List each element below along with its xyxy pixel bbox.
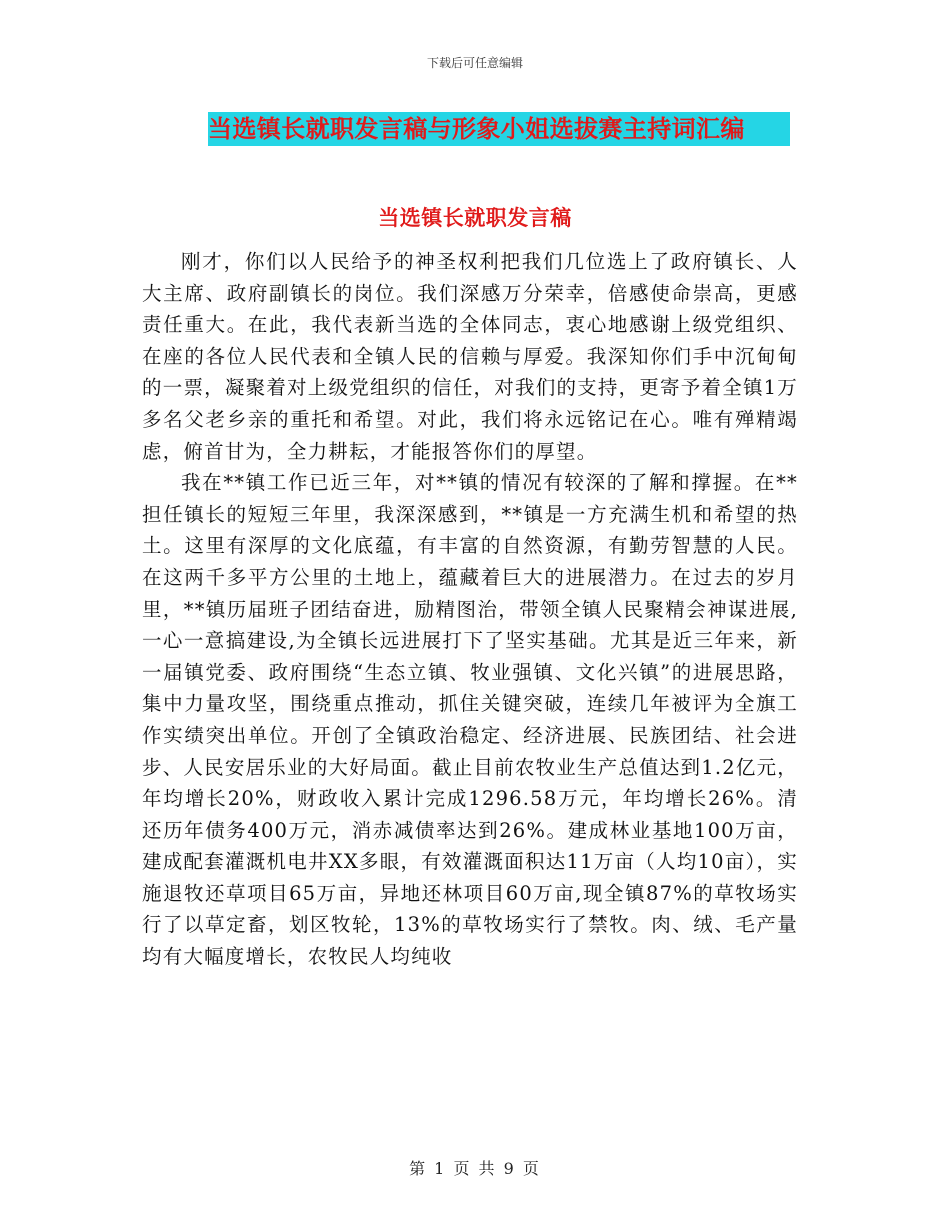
paragraph: 我在**镇工作已近三年，对**镇的情况有较深的了解和撑握。在**担任镇长的短短三年里，我深深感到，**镇是一方充满生机和希望的热土。这里有深厚的文化底蕴，有丰富的自然资源，有勤劳智慧的人民。在这两千多平方公里的土地上，蕴藏着巨大的进展潜力。在过去的岁月里，**镇历届班子团结奋进，励精图治，带领全镇人民聚精会神谋进展,一心一意搞建设,为全镇长远进展打下了坚实基础。尤其是近三年来，新一届镇党委、政府围绕“生态立镇、牧业强镇、文化兴镇”的进展思路，集中力量攻坚，围绕重点推动，抓住关键突破，连续几年被评为全旗工作实绩突出单位。开创了全镇政治稳定、经济进展、民族团结、社会进步、人民安居乐业的大好局面。截止目前农牧业生产总值达到1.2亿元，年均增长20%，财政收入累计完成1296.58万元，年均增长26%。清还历年债务400万元，消赤减债率达到26%。建成林业基地100万亩，建成配套灌溉机电井XX多眼，有效灌溉面积达11万亩（人均10亩），实施退牧还草项目65万亩，异地还林项目60万亩,现全镇87%的草牧场实行了以草定畜，划区牧轮，13%的草牧场实行了禁牧。肉、绒、毛产量均有大幅度增长，农牧民人均纯收 (142, 471, 798, 969)
document-title: 当选镇长就职发言稿与形象小姐选拔赛主持词汇编 (208, 112, 790, 146)
paragraph: 刚才，你们以人民给予的神圣权利把我们几位选上了政府镇长、人大主席、政府副镇长的岗位。我们深感万分荣幸，倍感使命崇高，更感责任重大。在此，我代表新当选的全体同志，衷心地感谢上级党组织、在座的各位人民代表和全镇人民的信赖与厚爱。我深知你们手中沉甸甸的一票，凝聚着对上级党组织的信任，对我们的支持，更寄予着全镇1万多名父老乡亲的重托和希望。对此，我们将永远铭记在心。唯有殚精竭虑，俯首甘为，全力耕耘，才能报答你们的厚望。 (142, 250, 798, 463)
page-footer: 第 1 页 共 9 页 (409, 1159, 541, 1178)
header-note: 下载后可任意编辑 (426, 56, 523, 70)
section-title: 当选镇长就职发言稿 (378, 206, 572, 230)
document-title-wrap (208, 112, 790, 146)
body-text (142, 246, 798, 973)
